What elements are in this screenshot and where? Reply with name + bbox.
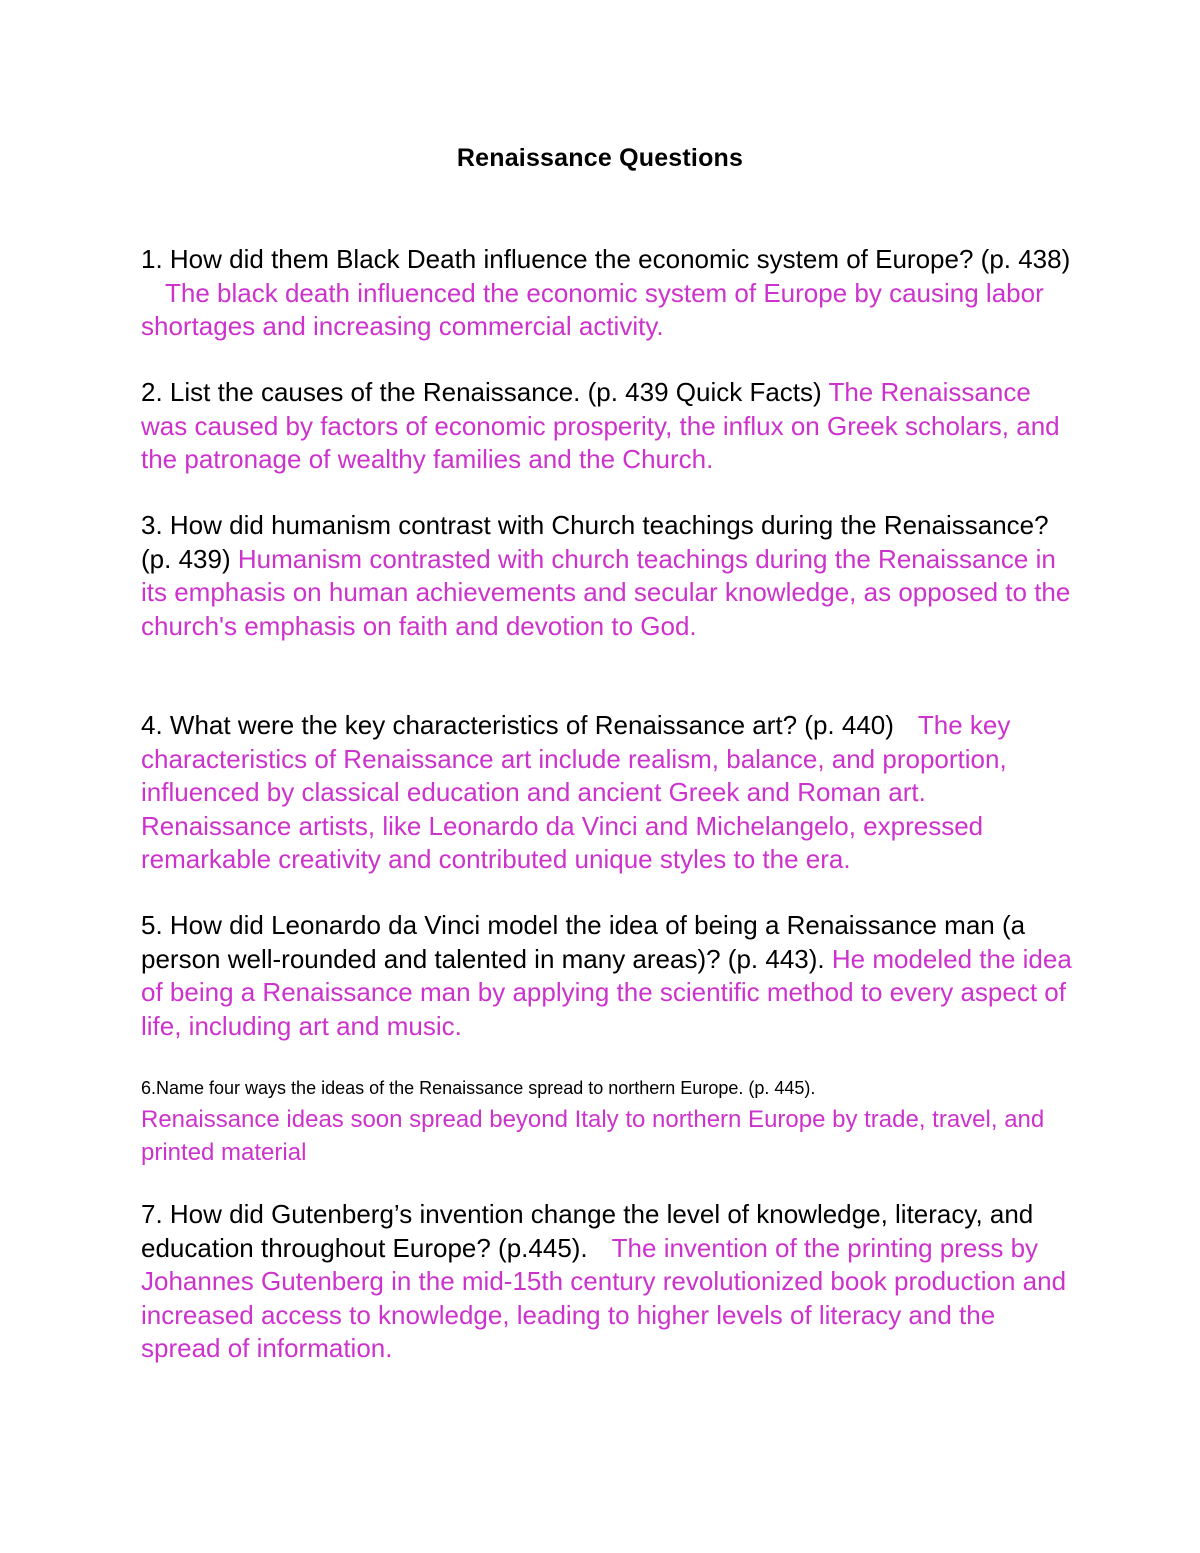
question-text: 6.Name four ways the ideas of the Renaissance spread to northern Europe. (p. 445). bbox=[141, 1078, 816, 1098]
question-text: 2. List the causes of the Renaissance. (p. 439 Quick Facts) bbox=[141, 377, 822, 407]
answer-text: The black death influenced the economic system of Europe by causing labor shortages and increasing commercial activity. bbox=[141, 277, 1044, 342]
question-text: 5. How did Leonardo da Vinci model the idea of being a Renaissance man (a person well-rounded and talented in many areas)? (p. 443). bbox=[141, 910, 1026, 974]
question-block-5 bbox=[141, 909, 1076, 1043]
answer-text: He modeled the idea of being a Renaissance man by applying the scientific method to every aspect of life, including art and music. bbox=[141, 943, 1072, 1041]
answer-text: The key characteristics of Renaissance art include realism, balance, and proportion, influenced by classical education and ancient Greek and Roman art. Renaissance artists, like Leonardo da Vinci and Michelangelo, expressed remarkable creativity and contributed unique styles to the era. bbox=[141, 710, 1011, 875]
question-block-7 bbox=[141, 1198, 1076, 1366]
question-text: 3. How did humanism contrast with Church teachings during the Renaissance? (p. 439) bbox=[141, 510, 1049, 574]
answer-text: The invention of the printing press by Johannes Gutenberg in the mid-15th century revolutionized book production and increased access to knowledge, leading to higher levels of literacy and the spread of information. bbox=[141, 1232, 1067, 1364]
question-block-1 bbox=[141, 243, 1076, 344]
page-title: Renaissance Questions bbox=[456, 144, 744, 172]
question-block-2 bbox=[141, 376, 1076, 477]
question-text: 7. How did Gutenberg’s invention change the level of knowledge, literacy, and education throughout Europe? (p.445). bbox=[141, 1199, 1034, 1263]
answer-text: Humanism contrasted with church teachings during the Renaissance in its emphasis on human achievements and secular knowledge, as opposed to the church's emphasis on faith and devotion to God. bbox=[141, 543, 1071, 641]
answer-text: Renaissance ideas soon spread beyond Italy to northern Europe by trade, travel, and printed material bbox=[141, 1106, 1045, 1166]
question-block-6 bbox=[141, 1073, 1076, 1170]
question-text: 1. How did them Black Death influence the economic system of Europe? (p. 438) bbox=[141, 244, 1071, 274]
answer-text: The Renaissance was caused by factors of economic prosperity, the influx on Greek scholars, and the patronage of wealthy families and the Church. bbox=[141, 377, 1060, 475]
question-block-3 bbox=[141, 509, 1076, 643]
question-block-4 bbox=[141, 709, 1076, 877]
question-text: 4. What were the key characteristics of Renaissance art? (p. 440) bbox=[141, 710, 894, 740]
